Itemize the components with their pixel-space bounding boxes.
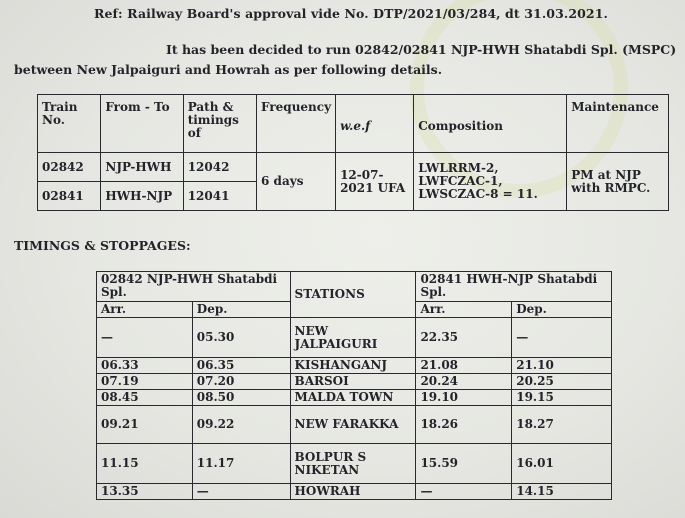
header-maintenance: Maintenance: [567, 95, 669, 153]
dep-time-cell: 07.20: [192, 374, 290, 390]
header-train-no: Train No.: [38, 95, 101, 153]
dep-time-cell: 09.22: [192, 406, 290, 444]
dep-time-cell: 08.50: [192, 390, 290, 406]
station-cell: BOLPUR S NIKETAN: [290, 444, 416, 484]
header-path: Path & timings of: [183, 95, 256, 153]
path-cell: 12042: [183, 153, 256, 182]
station-cell: BARSOI: [290, 374, 416, 390]
dep-header: Dep.: [512, 302, 612, 318]
maintenance-cell: PM at NJP with RMPC.: [567, 153, 669, 211]
stations-header: STATIONS: [290, 272, 416, 318]
stoppage-row: [97, 484, 612, 500]
intro-paragraph-line-1: It has been decided to run 02842/02841 NJP-HWH Shatabdi Spl. (MSPC): [166, 42, 677, 57]
train-no-cell: 02841: [38, 182, 101, 211]
train-details-table: [37, 94, 669, 211]
composition-cell: LWLRRM-2, LWFCZAC-1, LWSCZAC-8 = 11.: [414, 153, 567, 211]
station-cell: HOWRAH: [290, 484, 416, 500]
dep-time-cell: —: [512, 318, 612, 358]
station-cell: NEW JALPAIGURI: [290, 318, 416, 358]
dep-time-cell: 11.17: [192, 444, 290, 484]
timings-table: [96, 271, 612, 500]
arr-time-cell: 09.21: [97, 406, 193, 444]
dep-time-cell: 20.25: [512, 374, 612, 390]
arr-time-cell: 13.35: [97, 484, 193, 500]
arr-time-cell: 06.33: [97, 358, 193, 374]
arr-time-cell: 21.08: [416, 358, 512, 374]
from-to-cell: NJP-HWH: [101, 153, 183, 182]
from-to-cell: HWH-NJP: [101, 182, 183, 211]
stoppage-row: [97, 358, 612, 374]
arr-time-cell: 11.15: [97, 444, 193, 484]
timings-heading: TIMINGS & STOPPAGES:: [14, 238, 191, 253]
dep-time-cell: 14.15: [512, 484, 612, 500]
station-cell: MALDA TOWN: [290, 390, 416, 406]
header-wef: w.e.f: [336, 95, 414, 153]
arr-header: Arr.: [416, 302, 512, 318]
arr-header: Arr.: [97, 302, 193, 318]
arr-time-cell: 07.19: [97, 374, 193, 390]
station-cell: KISHANGANJ: [290, 358, 416, 374]
arr-time-cell: 08.45: [97, 390, 193, 406]
arr-time-cell: 20.24: [416, 374, 512, 390]
stoppage-row: [97, 390, 612, 406]
stoppage-row: [97, 406, 612, 444]
stoppage-row: [97, 318, 612, 358]
header-frequency: Frequency: [257, 95, 336, 153]
dep-time-cell: 18.27: [512, 406, 612, 444]
dep-time-cell: 16.01: [512, 444, 612, 484]
arr-time-cell: 18.26: [416, 406, 512, 444]
train-no-cell: 02842: [38, 153, 101, 182]
dep-time-cell: —: [192, 484, 290, 500]
details-row: [38, 153, 669, 182]
stoppage-row: [97, 374, 612, 390]
left-train-header: 02842 NJP-HWH Shatabdi Spl.: [97, 272, 291, 302]
arr-time-cell: 15.59: [416, 444, 512, 484]
details-header-row: [38, 95, 669, 153]
arr-time-cell: 22.35: [416, 318, 512, 358]
arr-time-cell: —: [97, 318, 193, 358]
path-cell: 12041: [183, 182, 256, 211]
header-from-to: From - To: [101, 95, 183, 153]
dep-header: Dep.: [192, 302, 290, 318]
intro-paragraph-line-2: between New Jalpaiguri and Howrah as per following details.: [14, 62, 443, 77]
wef-cell: 12-07-2021 UFA: [336, 153, 414, 211]
dep-time-cell: 19.15: [512, 390, 612, 406]
station-cell: NEW FARAKKA: [290, 406, 416, 444]
dep-time-cell: 05.30: [192, 318, 290, 358]
stoppage-row: [97, 444, 612, 484]
arr-time-cell: —: [416, 484, 512, 500]
arr-time-cell: 19.10: [416, 390, 512, 406]
frequency-cell: 6 days: [257, 153, 336, 211]
train-header-row: [97, 272, 612, 302]
header-composition: Composition: [414, 95, 567, 153]
dep-time-cell: 21.10: [512, 358, 612, 374]
reference-line: Ref: Railway Board's approval vide No. DTP/2021/03/284, dt 31.03.2021.: [94, 6, 608, 21]
right-train-header: 02841 HWH-NJP Shatabdi Spl.: [416, 272, 612, 302]
dep-time-cell: 06.35: [192, 358, 290, 374]
